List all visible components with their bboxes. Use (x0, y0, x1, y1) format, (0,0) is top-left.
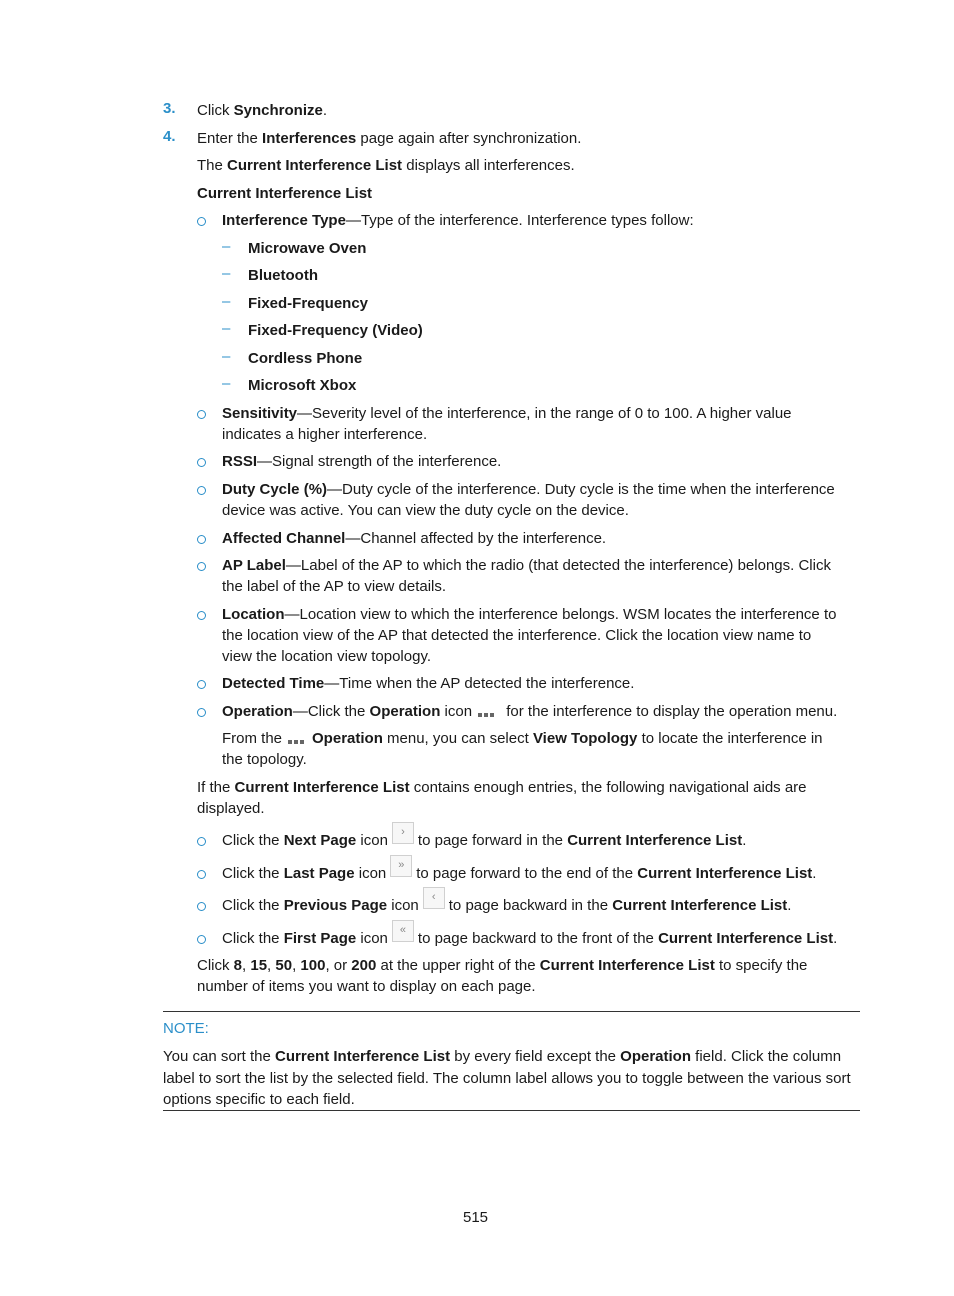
field-affected-channel: Affected Channel—Channel affected by the interference. (222, 530, 607, 547)
section-heading: Current Interference List (197, 185, 373, 202)
field-ap-label: AP Label—Label of the AP to which the radio (that detected the interference) belongs. Click (222, 557, 831, 574)
bullet-icon (197, 562, 206, 571)
bullet-icon (197, 611, 206, 620)
field-duty-cycle-cont: device was active. You can view the duty cycle on the device. (222, 502, 629, 519)
bullet-icon (197, 410, 206, 419)
page-number: 515 (463, 1209, 489, 1226)
dash-icon: – (222, 238, 231, 255)
dash-icon: – (222, 293, 231, 310)
operation-icon (288, 729, 306, 750)
dash-icon: – (222, 348, 231, 365)
bullet-icon (197, 217, 206, 226)
field-operation: Operation—Click the Operation icon for the interference to display the operation menu. (222, 701, 837, 723)
field-detected-time: Detected Time—Time when the AP detected the interference. (222, 675, 635, 692)
next-page-icon: › (392, 822, 414, 844)
page-size-text: Click 8, 15, 50, 100, or 200 at the upper right of the Current Interference List to specify the (197, 957, 808, 974)
type-item: Fixed-Frequency (248, 295, 369, 312)
step-4: Enter the Interferences page again after synchronization. (197, 130, 582, 147)
field-location: Location—Location view to which the interference belongs. WSM locates the interference to (222, 606, 837, 623)
bullet-icon (197, 680, 206, 689)
note-bottom-rule (163, 1110, 860, 1111)
step-number: 4. (163, 128, 176, 145)
step-3: Click Synchronize. (197, 102, 328, 119)
field-location-cont: view the location view topology. (222, 648, 432, 665)
bullet-icon (197, 458, 206, 467)
type-item: Fixed-Frequency (Video) (248, 322, 423, 339)
bullet-icon (197, 902, 206, 911)
field-sensitivity: Sensitivity—Severity level of the interference, in the range of 0 to 100. A higher value (222, 405, 792, 422)
dash-icon: – (222, 265, 231, 282)
intro-text: The Current Interference List displays all interferences. (197, 157, 575, 174)
nav-intro-cont: displayed. (197, 800, 265, 817)
nav-first-page: Click the First Page icon « to page backward to the front of the Current Interference List. (222, 928, 837, 949)
bullet-icon (197, 486, 206, 495)
type-item: Cordless Phone (248, 350, 363, 367)
field-operation-cont: From the Operation menu, you can select View Topology to locate the interference in (222, 728, 823, 750)
note-text-cont: label to sort the list by the selected field. The column label allows you to toggle between the various sort (163, 1070, 851, 1087)
field-duty-cycle: Duty Cycle (%)—Duty cycle of the interference. Duty cycle is the time when the interference (222, 481, 835, 498)
bullet-icon (197, 535, 206, 544)
dash-icon: – (222, 320, 231, 337)
operation-icon (478, 702, 496, 723)
type-item: Bluetooth (248, 267, 318, 284)
dash-icon: – (222, 375, 231, 392)
type-item: Microsoft Xbox (248, 377, 357, 394)
note-text: You can sort the Current Interference List by every field except the Operation field. Click the column (163, 1048, 842, 1065)
first-page-icon: « (392, 920, 414, 942)
nav-next-page: Click the Next Page icon › to page forward in the Current Interference List. (222, 830, 746, 851)
type-item: Microwave Oven (248, 240, 367, 257)
bullet-icon (197, 870, 206, 879)
bullet-icon (197, 708, 206, 717)
field-location-cont: the location view of the AP that detected the interference. Click the location view name to (222, 627, 812, 644)
field-rssi: RSSI—Signal strength of the interference. (222, 453, 502, 470)
bullet-icon (197, 935, 206, 944)
note-title: NOTE: (163, 1020, 209, 1037)
bullet-icon (197, 837, 206, 846)
nav-last-page: Click the Last Page icon » to page forward to the end of the Current Interference List. (222, 863, 816, 884)
previous-page-icon: ‹ (423, 887, 445, 909)
last-page-icon: » (390, 855, 412, 877)
field-interference-type: Interference Type—Type of the interference. Interference types follow: (222, 212, 694, 229)
nav-previous-page: Click the Previous Page icon ‹ to page backward in the Current Interference List. (222, 895, 791, 916)
field-sensitivity-cont: indicates a higher interference. (222, 426, 428, 443)
field-ap-label-cont: the label of the AP to view details. (222, 578, 447, 595)
note-text-cont: options specific to each field. (163, 1091, 355, 1108)
page-size-text-cont: number of items you want to display on each page. (197, 978, 536, 995)
step-number: 3. (163, 100, 176, 117)
note-top-rule (163, 1011, 860, 1012)
field-operation-cont: the topology. (222, 751, 307, 768)
nav-intro: If the Current Interference List contains enough entries, the following navigational aids are (197, 779, 807, 796)
